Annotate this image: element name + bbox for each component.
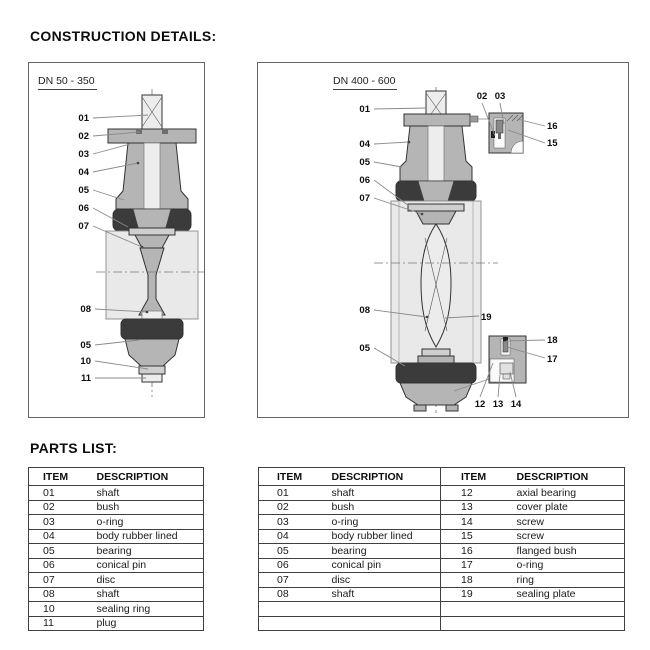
- part-label: 05: [359, 343, 370, 354]
- parts-table-dn50-350: [28, 467, 204, 631]
- table-cell: 14: [461, 515, 473, 528]
- part-label: 01: [78, 113, 89, 124]
- part-label: 03: [78, 149, 89, 160]
- leader-line: [93, 115, 148, 118]
- part-label: 05: [80, 340, 91, 351]
- table-cell: [332, 616, 441, 631]
- part-label: 15: [547, 138, 558, 149]
- diagram-size-label: DN 400 - 600: [333, 75, 397, 90]
- part-label: 16: [547, 121, 558, 132]
- table-cell: 02: [277, 501, 289, 514]
- part-label: 19: [481, 312, 492, 323]
- table-cell: 01: [277, 486, 289, 499]
- screw-tip: [498, 133, 501, 139]
- part-label: 08: [80, 304, 91, 315]
- table-cell: 07: [43, 573, 55, 586]
- valve-cross-section: [96, 89, 204, 397]
- table-cell: 08: [43, 588, 55, 601]
- table-row: [29, 544, 204, 559]
- valve-cross-section: [374, 87, 498, 413]
- axial-bearing-plate: [418, 356, 454, 363]
- part-label: 05: [78, 185, 89, 196]
- part-label: 05: [359, 157, 370, 168]
- parts-table: [28, 467, 204, 631]
- leader-dot: [408, 141, 411, 144]
- valve-top-flange: [404, 114, 470, 126]
- table-cell: 02: [43, 501, 55, 514]
- part-label: 04: [359, 139, 370, 150]
- table-row: [29, 616, 204, 631]
- header-row: [259, 468, 625, 486]
- table-cell: shaft: [332, 486, 441, 501]
- column-header: DESCRIPTION: [96, 470, 169, 483]
- column-header: ITEM: [277, 470, 303, 483]
- table-cell: 05: [277, 544, 289, 557]
- table-cell: 11: [43, 617, 54, 630]
- part-label: 08: [359, 305, 370, 316]
- table-cell: 06: [277, 559, 289, 572]
- table-cell: [259, 602, 332, 617]
- table-cell: 04: [43, 530, 55, 543]
- header-row: [29, 468, 204, 486]
- detail-inset-bottom: [489, 336, 526, 383]
- foot-screw: [414, 405, 426, 411]
- seal-ring-lower: [396, 363, 476, 383]
- conical-pin: [129, 228, 175, 235]
- ring-section: [503, 337, 508, 341]
- valve-drawing-dn400-600: [258, 63, 628, 417]
- table-cell: plug: [96, 617, 117, 630]
- table-cell: 15: [461, 530, 473, 543]
- part-label: 10: [80, 356, 91, 367]
- table-cell: [517, 616, 625, 631]
- table-row: [29, 573, 204, 588]
- table-cell: conical pin: [96, 559, 147, 572]
- table-row: [259, 573, 625, 588]
- part-label: 02: [78, 131, 89, 142]
- table-row: [259, 515, 625, 530]
- table-cell: 17: [461, 559, 473, 572]
- table-cell: 03: [43, 515, 55, 528]
- part-label: 18: [547, 335, 558, 346]
- part-label: 07: [78, 221, 89, 232]
- part-label: 02: [476, 91, 488, 102]
- sealing-ring: [139, 366, 165, 374]
- table-cell: 01: [43, 486, 55, 499]
- table-cell: 06: [43, 559, 55, 572]
- table-cell: sealing ring: [96, 602, 151, 615]
- table-cell: 10: [43, 602, 55, 615]
- table-cell: [441, 616, 517, 631]
- table-cell: cover plate: [516, 501, 568, 514]
- leader-line: [374, 162, 402, 167]
- table-cell: 19: [461, 588, 473, 601]
- sealing-plate: [422, 349, 450, 356]
- valve-top-flange: [108, 129, 196, 143]
- parts-list-title: PARTS LIST:: [30, 440, 118, 456]
- table-row: [259, 587, 625, 602]
- table-row: [29, 500, 204, 515]
- table-cell: 07: [277, 573, 289, 586]
- table-cell: ring: [516, 573, 535, 586]
- column-header: DESCRIPTION: [332, 468, 441, 486]
- table-cell: screw: [516, 515, 544, 528]
- gland-insert: [418, 181, 454, 201]
- leader-dot: [146, 311, 149, 314]
- table-row: [259, 500, 625, 515]
- table-row: [29, 486, 204, 501]
- table-cell: disc: [96, 573, 116, 586]
- part-label: 06: [78, 203, 89, 214]
- table-row: [29, 602, 204, 617]
- cover-plate: [500, 363, 513, 374]
- table-cell: 12: [461, 486, 473, 499]
- part-label: 03: [494, 91, 506, 102]
- table-cell: 18: [461, 573, 473, 586]
- bush-detail: [136, 129, 142, 134]
- part-label: 13: [492, 399, 504, 410]
- foot-screw: [446, 405, 458, 411]
- leader-line: [93, 144, 130, 154]
- bush-detail: [162, 129, 168, 134]
- table-cell: sealing plate: [516, 588, 576, 601]
- column-header: ITEM: [43, 470, 69, 483]
- table-cell: 03: [277, 515, 289, 528]
- diagram-size-label: DN 50 - 350: [38, 75, 97, 90]
- parts-table-dn400-600: [258, 467, 624, 631]
- table-row: [29, 529, 204, 544]
- table-row: [259, 529, 625, 544]
- table-cell: body rubber lined: [96, 530, 178, 543]
- table-cell: [332, 602, 441, 617]
- part-label: 11: [80, 373, 91, 384]
- table-cell: 16: [461, 544, 473, 557]
- table-cell: axial bearing: [516, 486, 577, 499]
- table-row: [259, 558, 625, 573]
- leader-dot: [141, 246, 144, 249]
- table-cell: [517, 602, 625, 617]
- valve-drawing-dn50-350: [29, 63, 204, 417]
- table-cell: body rubber lined: [332, 529, 441, 544]
- bearing-housing: [125, 339, 179, 366]
- table-cell: bush: [96, 501, 120, 514]
- part-label: 12: [474, 399, 486, 410]
- table-cell: o-ring: [96, 515, 124, 528]
- leader-line: [374, 108, 427, 109]
- leader-dot: [426, 316, 429, 319]
- table-row: [29, 587, 204, 602]
- table-cell: bearing: [96, 544, 132, 557]
- table-cell: flanged bush: [516, 544, 577, 557]
- table-row: [259, 486, 625, 501]
- part-label: 04: [78, 167, 89, 178]
- table-cell: shaft: [96, 588, 120, 601]
- table-cell: 08: [277, 588, 289, 601]
- table-cell: o-ring: [516, 559, 544, 572]
- table-cell: 13: [461, 501, 473, 514]
- diagram-dn400-600: [257, 62, 629, 418]
- seal-ring-lower: [121, 319, 183, 339]
- part-label: 07: [359, 193, 370, 204]
- table-cell: disc: [332, 573, 441, 588]
- table-row: [259, 602, 625, 617]
- table-cell: [441, 602, 517, 617]
- table-row: [259, 544, 625, 559]
- table-cell: conical pin: [332, 558, 441, 573]
- leader-dot: [137, 162, 140, 165]
- table-cell: [259, 616, 332, 631]
- table-cell: 05: [43, 544, 55, 557]
- table-cell: shaft: [96, 486, 120, 499]
- column-header: DESCRIPTION: [516, 470, 589, 483]
- conical-pin: [408, 204, 464, 211]
- table-cell: shaft: [332, 587, 441, 602]
- part-label: 14: [510, 399, 522, 410]
- parts-table: [258, 467, 625, 631]
- table-row: [259, 616, 625, 631]
- table-row: [29, 558, 204, 573]
- table-cell: o-ring: [332, 515, 441, 530]
- part-label: 06: [359, 175, 370, 186]
- bearing-housing: [400, 383, 472, 405]
- table-cell: screw: [516, 530, 544, 543]
- screw: [503, 341, 508, 352]
- column-header: ITEM: [461, 470, 487, 483]
- part-label: 17: [547, 354, 558, 365]
- part-label: 01: [359, 104, 370, 115]
- construction-details-title: CONSTRUCTION DETAILS:: [30, 28, 217, 44]
- screw-head: [503, 374, 510, 379]
- screw: [496, 120, 503, 133]
- table-cell: 04: [277, 530, 289, 543]
- table-row: [29, 515, 204, 530]
- table-cell: bush: [332, 500, 441, 515]
- diagram-dn50-350: [28, 62, 205, 418]
- leader-line: [374, 142, 409, 144]
- flange-boss: [470, 116, 478, 122]
- table-cell: bearing: [332, 544, 441, 559]
- leader-dot: [421, 213, 424, 216]
